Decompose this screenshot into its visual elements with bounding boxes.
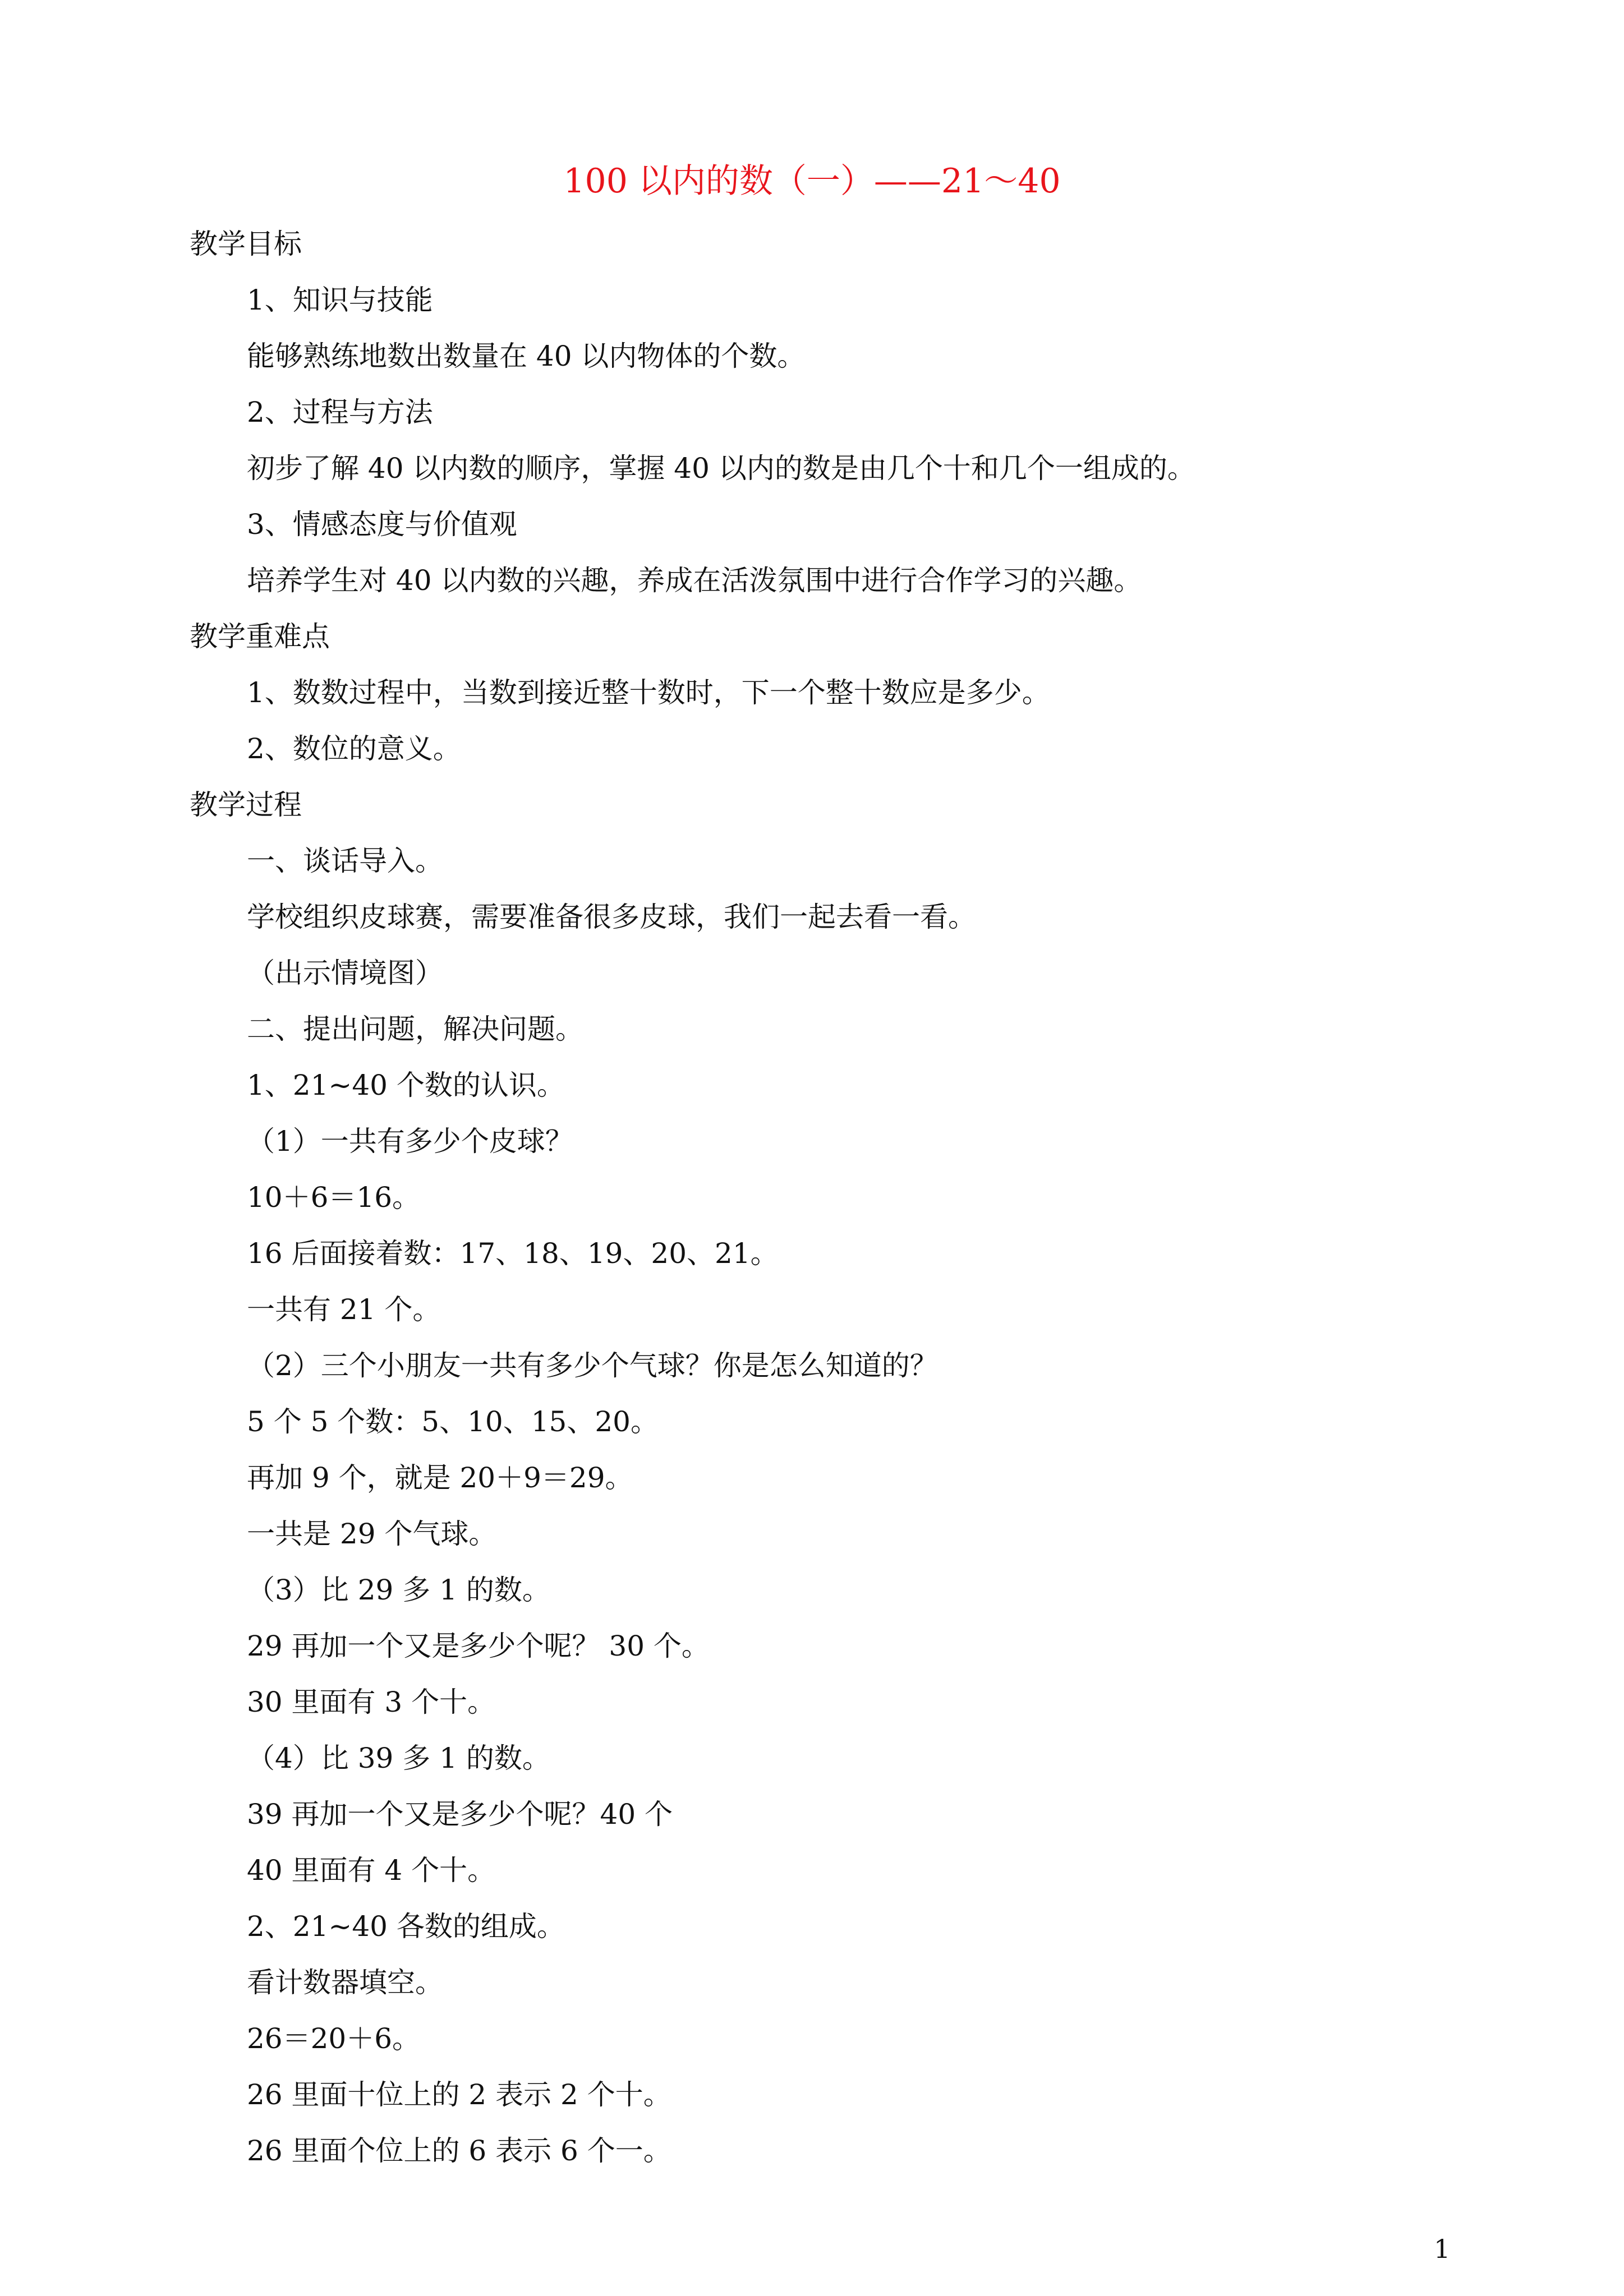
paragraph-line: 39 再加一个又是多少个呢？40 个	[247, 1798, 673, 1831]
section-heading: 教学目标	[190, 228, 302, 260]
paragraph-line: 一、谈话导入。	[247, 845, 443, 877]
section-heading: 教学过程	[190, 789, 302, 821]
paragraph-line: 40 里面有 4 个十。	[247, 1854, 496, 1887]
paragraph-line: （3）比 29 多 1 的数。	[247, 1574, 550, 1606]
paragraph-line: （1）一共有多少个皮球？	[247, 1125, 573, 1158]
paragraph-line: 再加 9 个，就是 20＋9＝29。	[247, 1461, 633, 1494]
section-heading: 教学重难点	[190, 620, 330, 653]
paragraph-line: 26 里面十位上的 2 表示 2 个十。	[247, 2078, 671, 2111]
paragraph-line: 学校组织皮球赛，需要准备很多皮球，我们一起去看一看。	[247, 901, 976, 933]
paragraph-line: （2）三个小朋友一共有多少个气球？你是怎么知道的？	[247, 1349, 938, 1382]
paragraph-line: 初步了解 40 以内数的顺序，掌握 40 以内的数是由几个十和几个一组成的。	[247, 452, 1195, 485]
paragraph-line: 1、数数过程中，当数到接近整十数时，下一个整十数应是多少。	[247, 676, 1050, 709]
paragraph-line: 2、过程与方法	[247, 396, 433, 428]
paragraph-line: 二、提出问题，解决问题。	[247, 1013, 583, 1045]
paragraph-line: 29 再加一个又是多少个呢？ 30 个。	[247, 1630, 710, 1662]
paragraph-line: 5 个 5 个数：5、10、15、20。	[247, 1405, 659, 1438]
paragraph-line: 3、情感态度与价值观	[247, 508, 517, 541]
paragraph-line: 26 里面个位上的 6 表示 6 个一。	[247, 2134, 671, 2167]
paragraph-line: 10＋6＝16。	[247, 1181, 421, 1214]
paragraph-line: 看计数器填空。	[247, 1966, 443, 1999]
paragraph-line: （4）比 39 多 1 的数。	[247, 1742, 550, 1774]
paragraph-line: 30 里面有 3 个十。	[247, 1686, 496, 1718]
paragraph-line: 16 后面接着数：17、18、19、20、21。	[247, 1237, 779, 1270]
paragraph-line: 一共有 21 个。	[247, 1293, 441, 1326]
paragraph-line: 能够熟练地数出数量在 40 以内物体的个数。	[247, 340, 806, 372]
paragraph-line: 2、21~40 各数的组成。	[247, 1910, 565, 1943]
paragraph-line: 1、21~40 个数的认识。	[247, 1069, 565, 1101]
paragraph-line: 2、数位的意义。	[247, 732, 461, 765]
paragraph-line: 一共是 29 个气球。	[247, 1518, 497, 1550]
page-number: 1	[1434, 2234, 1451, 2264]
document-title: 100 以内的数（一）——21～40	[563, 162, 1061, 201]
paragraph-line: 26＝20＋6。	[247, 2022, 421, 2055]
paragraph-line: （出示情境图）	[247, 957, 443, 989]
paragraph-line: 培养学生对 40 以内数的兴趣，养成在活泼氛围中进行合作学习的兴趣。	[247, 564, 1142, 597]
paragraph-line: 1、知识与技能	[247, 284, 433, 316]
